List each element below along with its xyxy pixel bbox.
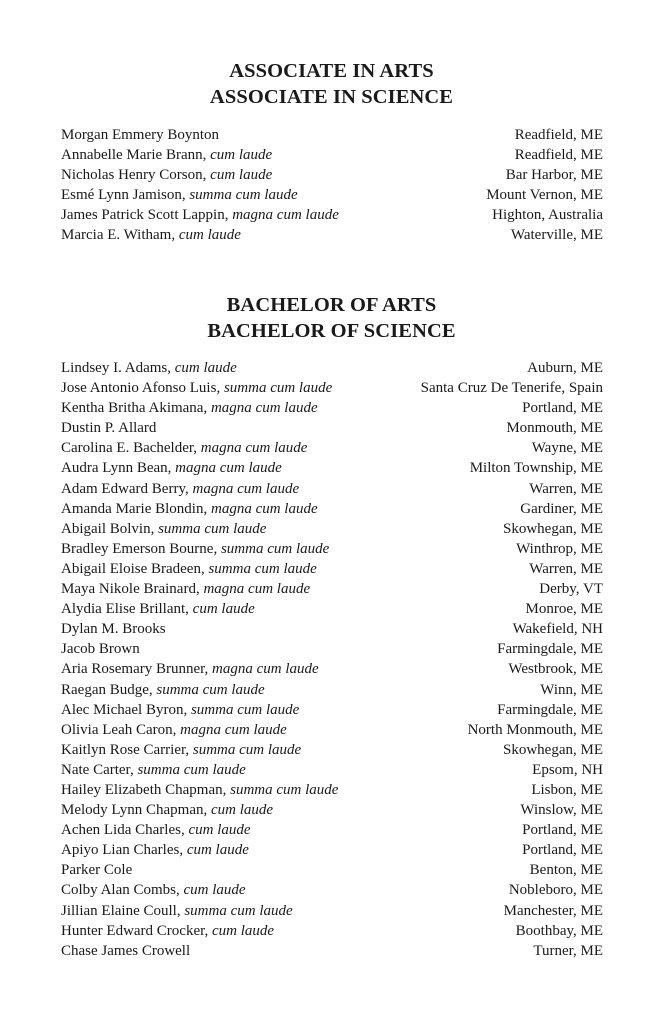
- graduate-row: [61, 225, 603, 245]
- graduate-row: [61, 378, 603, 398]
- graduate-name-cell: [61, 880, 246, 900]
- name-separator: ,: [150, 520, 159, 537]
- graduate-row: [61, 800, 603, 820]
- graduate-name: James Patrick Scott Lappin: [61, 207, 225, 224]
- hometown: Benton, ME: [529, 862, 603, 879]
- hometown: Milton Township, ME: [469, 460, 603, 477]
- hometown: Santa Cruz De Tenerife, Spain: [420, 380, 603, 397]
- latin-honor: magna cum laude: [180, 721, 287, 738]
- graduate-row: [61, 205, 603, 225]
- graduate-name-cell: [61, 438, 307, 458]
- graduate-name: Apiyo Lian Charles: [61, 842, 180, 859]
- hometown: Portland, ME: [522, 822, 603, 839]
- graduate-name: Audra Lynn Bean: [61, 460, 168, 477]
- name-separator: ,: [213, 540, 221, 557]
- latin-honor: cum laude: [188, 822, 251, 839]
- name-separator: ,: [176, 902, 185, 919]
- hometown: Wakefield, NH: [512, 621, 603, 638]
- hometown: Derby, VT: [539, 581, 603, 598]
- graduate-row: [61, 820, 603, 840]
- graduate-row: [61, 458, 603, 478]
- hometown: Nobleboro, ME: [508, 882, 603, 899]
- graduate-row: [61, 418, 603, 438]
- graduate-name-cell: [61, 800, 273, 820]
- hometown: Readfield, ME: [514, 127, 603, 143]
- graduate-name-cell: [61, 125, 219, 145]
- section-heading-bachelor: [0, 292, 663, 344]
- hometown: Winslow, ME: [520, 802, 603, 819]
- name-separator: ,: [195, 581, 204, 598]
- graduate-row: [61, 740, 603, 760]
- graduate-name-cell: [61, 458, 282, 478]
- latin-honor: summa cum laude: [137, 761, 246, 778]
- name-separator: ,: [193, 440, 201, 457]
- graduate-row: [61, 599, 603, 619]
- graduate-name: Esmé Lynn Jamison: [61, 187, 182, 204]
- hometown: Boothbay, ME: [515, 922, 603, 939]
- hometown: Mount Vernon, ME: [486, 187, 603, 204]
- graduate-name: Colby Alan Combs: [61, 882, 177, 899]
- name-separator: ,: [171, 227, 179, 244]
- hometown: Manchester, ME: [503, 902, 603, 919]
- graduate-name-cell: [61, 619, 166, 639]
- graduate-name-cell: [61, 780, 338, 800]
- latin-honor: cum laude: [212, 922, 275, 939]
- latin-honor: summa cum laude: [184, 902, 293, 919]
- name-separator: ,: [203, 400, 211, 417]
- latin-honor: summa cum laude: [223, 380, 333, 397]
- name-separator: ,: [200, 560, 209, 577]
- hometown: Farmingdale, ME: [497, 641, 603, 658]
- graduate-name: Amanda Marie Blondin: [61, 500, 204, 517]
- graduate-name-cell: [61, 398, 318, 418]
- graduate-name-cell: [61, 680, 265, 700]
- graduate-name: Alec Michael Byron: [61, 701, 184, 718]
- hometown: Warren, ME: [529, 560, 603, 577]
- graduate-name: Adam Edward Berry: [61, 480, 185, 497]
- graduate-name: Kaitlyn Rose Carrier: [61, 741, 186, 758]
- graduate-name-cell: [61, 760, 246, 780]
- graduate-name: Chase James Crowell: [61, 942, 191, 959]
- hometown: Monroe, ME: [525, 601, 603, 618]
- graduate-name: Maya Nikole Brainard: [61, 581, 196, 598]
- name-separator: ,: [167, 460, 176, 477]
- name-separator: ,: [202, 147, 211, 164]
- graduate-name: Olivia Leah Caron: [61, 721, 173, 738]
- name-separator: ,: [204, 922, 213, 939]
- hometown: Lisbon, ME: [531, 781, 603, 798]
- hometown: Westbrook, ME: [508, 661, 603, 678]
- graduate-row: [61, 840, 603, 860]
- latin-honor: magna cum laude: [212, 661, 319, 678]
- hometown: Portland, ME: [522, 842, 603, 859]
- graduate-name: Marcia E. Witham: [61, 227, 172, 244]
- graduate-row: [61, 921, 603, 941]
- graduate-name: Jillian Elaine Coull: [61, 902, 177, 919]
- latin-honor: cum laude: [211, 802, 274, 819]
- latin-honor: magna cum laude: [203, 581, 311, 598]
- graduate-name-cell: [61, 145, 272, 165]
- name-separator: ,: [185, 601, 193, 618]
- graduate-row: [61, 720, 603, 740]
- latin-honor: summa cum laude: [192, 741, 302, 758]
- graduate-name-cell: [61, 205, 339, 225]
- name-separator: ,: [176, 882, 184, 899]
- graduate-name-cell: [61, 921, 274, 941]
- latin-honor: magna cum laude: [210, 500, 318, 517]
- graduate-list-associate: [61, 125, 603, 246]
- graduate-name: Parker Cole: [61, 862, 133, 879]
- graduate-row: [61, 499, 603, 519]
- graduate-row: [61, 579, 603, 599]
- latin-honor: magna cum laude: [210, 400, 318, 417]
- hometown: Turner, ME: [533, 942, 603, 959]
- graduate-row: [61, 358, 603, 378]
- graduate-name-cell: [61, 185, 298, 205]
- heading-line: ASSOCIATE IN SCIENCE: [209, 86, 454, 108]
- graduate-name-cell: [61, 539, 329, 559]
- name-separator: ,: [129, 761, 138, 778]
- graduate-name: Abigail Bolvin: [61, 520, 151, 537]
- graduate-row: [61, 125, 603, 145]
- graduate-name: Abigail Eloise Bradeen: [61, 560, 201, 577]
- graduate-row: [61, 145, 603, 165]
- graduate-row: [61, 780, 603, 800]
- graduate-row: [61, 680, 603, 700]
- graduate-name: Morgan Emmery Boynton: [61, 127, 220, 143]
- name-separator: ,: [148, 681, 157, 698]
- hometown: Epsom, NH: [532, 761, 603, 778]
- graduate-row: [61, 659, 603, 679]
- name-separator: ,: [204, 661, 213, 678]
- name-separator: ,: [179, 842, 187, 859]
- latin-honor: summa cum laude: [189, 187, 298, 204]
- latin-honor: cum laude: [174, 360, 237, 376]
- graduate-name: Raegan Budge: [61, 681, 149, 698]
- name-separator: ,: [184, 480, 193, 497]
- graduate-name: Achen Lida Charles: [61, 822, 181, 839]
- graduate-row: [61, 559, 603, 579]
- hometown: Monmouth, ME: [506, 420, 603, 437]
- name-separator: ,: [183, 701, 191, 718]
- graduate-name: Annabelle Marie Brann: [61, 147, 203, 164]
- name-separator: ,: [185, 741, 193, 758]
- graduate-name: Lindsey I. Adams: [61, 360, 168, 376]
- hometown: Skowhegan, ME: [503, 520, 603, 537]
- graduate-name: Hailey Elizabeth Chapman: [61, 781, 223, 798]
- graduate-name: Bradley Emerson Bourne: [61, 540, 214, 557]
- latin-honor: summa cum laude: [156, 681, 265, 698]
- graduate-name-cell: [61, 378, 332, 398]
- name-separator: ,: [216, 380, 224, 397]
- graduate-row: [61, 941, 603, 961]
- hometown: Wayne, ME: [531, 440, 603, 457]
- name-separator: ,: [202, 167, 211, 184]
- latin-honor: cum laude: [183, 882, 246, 899]
- graduate-list-bachelor: [61, 358, 603, 961]
- heading-line: ASSOCIATE IN ARTS: [229, 60, 434, 82]
- graduate-name: Dustin P. Allard: [61, 420, 157, 437]
- hometown: Portland, ME: [522, 400, 603, 417]
- hometown: Readfield, ME: [514, 147, 603, 164]
- graduate-name-cell: [61, 599, 255, 619]
- graduate-name: Jose Antonio Afonso Luis: [61, 380, 217, 397]
- hometown: Gardiner, ME: [520, 500, 603, 517]
- name-separator: ,: [224, 207, 233, 224]
- graduate-row: [61, 185, 603, 205]
- graduate-name-cell: [61, 225, 241, 245]
- latin-honor: cum laude: [210, 147, 273, 164]
- hometown: Warren, ME: [529, 480, 603, 497]
- latin-honor: cum laude: [178, 227, 241, 244]
- graduate-name-cell: [61, 659, 319, 679]
- graduate-name: Alydia Elise Brillant: [61, 601, 186, 618]
- name-separator: ,: [172, 721, 181, 738]
- latin-honor: magna cum laude: [232, 207, 339, 224]
- graduate-name: Nicholas Henry Corson: [61, 167, 203, 184]
- graduate-name: Carolina E. Bachelder: [61, 440, 194, 457]
- graduate-name-cell: [61, 418, 156, 438]
- graduate-name-cell: [61, 840, 249, 860]
- latin-honor: cum laude: [186, 842, 249, 859]
- latin-honor: magna cum laude: [175, 460, 282, 477]
- graduate-row: [61, 539, 603, 559]
- latin-honor: summa cum laude: [158, 520, 267, 537]
- graduate-name-cell: [61, 519, 266, 539]
- graduate-row: [61, 700, 603, 720]
- name-separator: ,: [167, 360, 175, 376]
- graduate-name-cell: [61, 499, 318, 519]
- hometown: Farmingdale, ME: [497, 701, 603, 718]
- name-separator: ,: [181, 187, 190, 204]
- graduate-name-cell: [61, 720, 287, 740]
- graduate-name: Hunter Edward Crocker: [61, 922, 205, 939]
- section-heading-associate: [0, 58, 663, 110]
- graduate-row: [61, 901, 603, 921]
- graduate-name-cell: [61, 941, 190, 961]
- graduate-name-cell: [61, 165, 272, 185]
- hometown: Bar Harbor, ME: [505, 167, 603, 184]
- hometown: Highton, Australia: [492, 207, 603, 224]
- latin-honor: summa cum laude: [230, 781, 339, 798]
- hometown: Waterville, ME: [510, 227, 603, 244]
- hometown: Winthrop, ME: [516, 540, 603, 557]
- graduate-row: [61, 398, 603, 418]
- name-separator: ,: [222, 781, 231, 798]
- graduate-name: Dylan M. Brooks: [61, 621, 166, 638]
- graduate-name-cell: [61, 358, 237, 378]
- graduate-name-cell: [61, 639, 140, 659]
- graduate-row: [61, 165, 603, 185]
- latin-honor: cum laude: [210, 167, 273, 184]
- latin-honor: summa cum laude: [190, 701, 300, 718]
- latin-honor: cum laude: [192, 601, 255, 618]
- heading-line: BACHELOR OF ARTS: [226, 294, 437, 316]
- graduate-row: [61, 519, 603, 539]
- graduate-row: [61, 438, 603, 458]
- graduate-name-cell: [61, 559, 317, 579]
- graduate-name-cell: [61, 860, 132, 880]
- graduate-row: [61, 880, 603, 900]
- hometown: Skowhegan, ME: [503, 741, 603, 758]
- graduate-name-cell: [61, 901, 293, 921]
- graduate-name: Aria Rosemary Brunner: [61, 661, 205, 678]
- graduate-name: Nate Carter: [61, 761, 130, 778]
- name-separator: ,: [203, 500, 211, 517]
- hometown: Winn, ME: [540, 681, 603, 698]
- name-separator: ,: [203, 802, 211, 819]
- graduate-row: [61, 639, 603, 659]
- graduate-name: Jacob Brown: [61, 641, 140, 658]
- hometown: North Monmouth, ME: [467, 721, 603, 738]
- latin-honor: magna cum laude: [192, 480, 300, 497]
- graduate-row: [61, 860, 603, 880]
- graduate-name-cell: [61, 700, 299, 720]
- graduate-name: Melody Lynn Chapman: [61, 802, 204, 819]
- graduate-name: Kentha Britha Akimana: [61, 400, 204, 417]
- hometown: Auburn, ME: [527, 360, 603, 376]
- graduate-name-cell: [61, 820, 251, 840]
- latin-honor: magna cum laude: [200, 440, 308, 457]
- graduate-row: [61, 619, 603, 639]
- heading-line: BACHELOR OF SCIENCE: [207, 320, 456, 342]
- graduate-row: [61, 760, 603, 780]
- latin-honor: summa cum laude: [220, 540, 330, 557]
- graduate-name-cell: [61, 740, 301, 760]
- graduate-name-cell: [61, 579, 310, 599]
- name-separator: ,: [180, 822, 189, 839]
- graduate-name-cell: [61, 479, 299, 499]
- graduate-row: [61, 479, 603, 499]
- latin-honor: summa cum laude: [208, 560, 317, 577]
